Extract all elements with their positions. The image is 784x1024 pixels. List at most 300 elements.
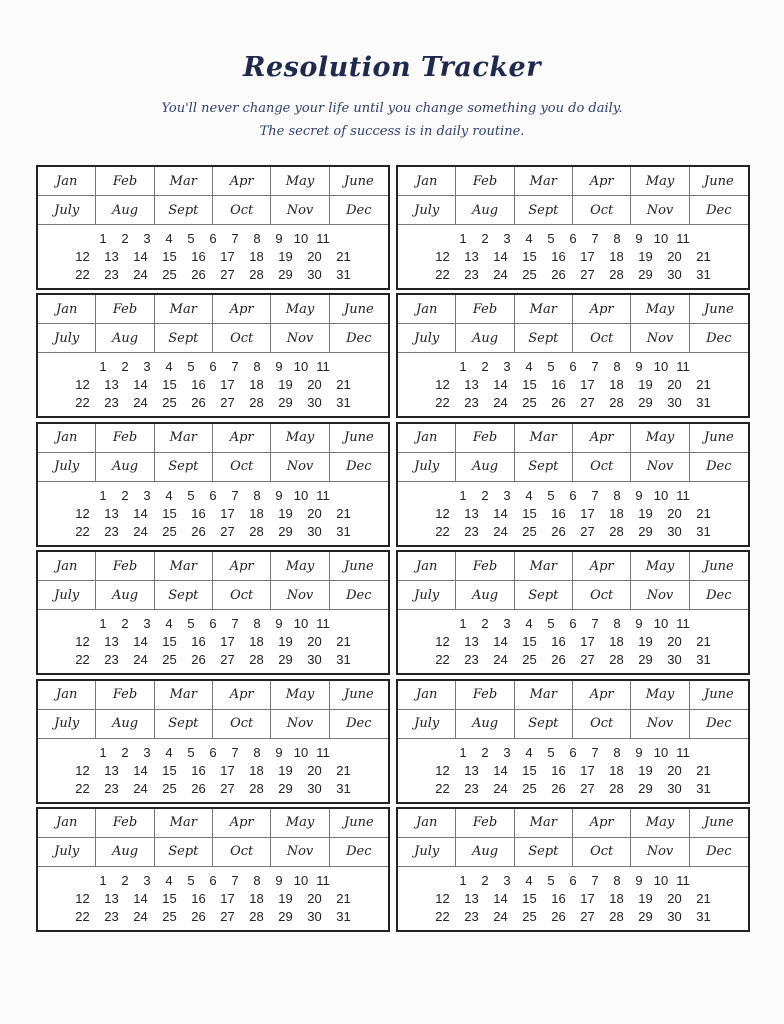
day-number[interactable]: 13: [464, 762, 479, 778]
day-number[interactable]: 29: [278, 780, 293, 796]
day-number[interactable]: 4: [525, 872, 533, 888]
month-cell[interactable]: Aug: [456, 196, 514, 224]
month-cell[interactable]: Oct: [213, 838, 271, 866]
day-number[interactable]: 15: [522, 505, 537, 521]
month-cell[interactable]: Oct: [213, 710, 271, 738]
day-number[interactable]: 14: [133, 377, 148, 393]
day-number[interactable]: 27: [580, 908, 595, 924]
month-cell[interactable]: Nov: [631, 453, 689, 481]
month-cell[interactable]: Sept: [155, 196, 213, 224]
month-cell[interactable]: Mar: [155, 424, 213, 452]
day-number[interactable]: 20: [667, 505, 682, 521]
month-cell[interactable]: June: [703, 558, 734, 574]
day-number[interactable]: 10: [653, 616, 669, 632]
day-number[interactable]: 24: [133, 908, 148, 924]
month-cell[interactable]: Nov: [271, 196, 329, 224]
month-cell[interactable]: Jan: [398, 809, 456, 837]
day-number[interactable]: 30: [307, 523, 322, 539]
day-number[interactable]: 14: [133, 505, 148, 521]
day-number[interactable]: 30: [307, 652, 322, 668]
day-number[interactable]: 8: [613, 616, 621, 632]
day-number[interactable]: 16: [191, 505, 206, 521]
day-number[interactable]: 25: [522, 780, 537, 796]
day-number[interactable]: 9: [635, 359, 643, 375]
day-number[interactable]: 8: [253, 359, 261, 375]
day-number[interactable]: 10: [293, 359, 309, 375]
day-number[interactable]: 16: [551, 249, 566, 264]
day-number[interactable]: 27: [580, 652, 595, 668]
day-number[interactable]: 7: [591, 616, 599, 632]
day-number[interactable]: 2: [481, 487, 489, 503]
day-number[interactable]: 24: [493, 780, 508, 796]
month-cell[interactable]: Jan: [398, 681, 456, 709]
day-number[interactable]: 25: [162, 395, 177, 411]
month-cell[interactable]: Dec: [346, 844, 372, 860]
day-number[interactable]: 5: [187, 744, 195, 760]
day-number[interactable]: 14: [493, 377, 508, 393]
day-number[interactable]: 3: [503, 359, 511, 375]
day-number[interactable]: 5: [547, 487, 555, 503]
day-number[interactable]: 21: [336, 249, 351, 264]
month-cell[interactable]: May: [631, 552, 689, 580]
day-number[interactable]: 12: [75, 377, 90, 393]
day-number[interactable]: 26: [191, 523, 206, 539]
day-number[interactable]: 27: [580, 395, 595, 411]
day-number[interactable]: 21: [336, 634, 351, 650]
month-cell[interactable]: Jan: [38, 681, 96, 709]
month-cell[interactable]: Dec: [706, 330, 732, 346]
day-number[interactable]: 8: [613, 487, 621, 503]
month-cell[interactable]: Jan: [398, 167, 456, 195]
month-cell[interactable]: Feb: [96, 167, 154, 195]
day-number[interactable]: 14: [133, 762, 148, 778]
day-number[interactable]: 6: [569, 359, 577, 375]
day-number[interactable]: 11: [316, 616, 330, 632]
day-number[interactable]: 27: [220, 267, 235, 282]
day-number[interactable]: 10: [653, 872, 669, 888]
month-cell[interactable]: Feb: [456, 552, 514, 580]
month-cell[interactable]: Apr: [573, 809, 631, 837]
month-cell[interactable]: Feb: [96, 809, 154, 837]
month-cell[interactable]: Nov: [631, 710, 689, 738]
month-cell[interactable]: Nov: [271, 710, 329, 738]
day-number[interactable]: 12: [75, 634, 90, 650]
day-number[interactable]: 1: [99, 231, 107, 246]
month-cell[interactable]: Dec: [706, 844, 732, 860]
day-number[interactable]: 2: [481, 616, 489, 632]
month-cell[interactable]: Mar: [515, 295, 573, 323]
month-cell[interactable]: Apr: [213, 552, 271, 580]
day-number[interactable]: 9: [635, 231, 643, 246]
day-number[interactable]: 23: [104, 780, 119, 796]
day-number[interactable]: 10: [293, 616, 309, 632]
month-cell[interactable]: Dec: [706, 716, 732, 732]
month-cell[interactable]: Mar: [155, 809, 213, 837]
day-number[interactable]: 17: [220, 505, 235, 521]
day-number[interactable]: 17: [580, 377, 595, 393]
day-number[interactable]: 22: [435, 267, 450, 282]
month-cell[interactable]: Oct: [213, 196, 271, 224]
day-number[interactable]: 22: [75, 523, 90, 539]
month-cell[interactable]: Dec: [346, 202, 372, 218]
day-number[interactable]: 17: [220, 762, 235, 778]
day-number[interactable]: 16: [551, 634, 566, 650]
day-number[interactable]: 16: [191, 377, 206, 393]
day-number[interactable]: 10: [293, 744, 309, 760]
day-number[interactable]: 5: [547, 359, 555, 375]
day-number[interactable]: 28: [609, 395, 624, 411]
day-number[interactable]: 12: [435, 377, 450, 393]
day-number[interactable]: 1: [459, 487, 467, 503]
day-number[interactable]: 31: [696, 267, 711, 282]
day-number[interactable]: 22: [75, 908, 90, 924]
day-number[interactable]: 17: [580, 505, 595, 521]
day-number[interactable]: 21: [336, 505, 351, 521]
month-cell[interactable]: Feb: [456, 681, 514, 709]
day-number[interactable]: 8: [253, 872, 261, 888]
day-number[interactable]: 30: [307, 267, 322, 282]
month-cell[interactable]: July: [38, 453, 96, 481]
month-cell[interactable]: May: [271, 552, 329, 580]
day-number[interactable]: 17: [220, 249, 235, 264]
month-cell[interactable]: Nov: [631, 581, 689, 609]
day-number[interactable]: 5: [187, 616, 195, 632]
day-number[interactable]: 2: [121, 487, 129, 503]
day-number[interactable]: 13: [104, 890, 119, 906]
month-cell[interactable]: Nov: [271, 581, 329, 609]
day-number[interactable]: 20: [667, 890, 682, 906]
month-cell[interactable]: Aug: [456, 581, 514, 609]
day-number[interactable]: 25: [522, 395, 537, 411]
day-number[interactable]: 19: [278, 762, 293, 778]
day-number[interactable]: 31: [336, 780, 351, 796]
day-number[interactable]: 2: [481, 359, 489, 375]
day-number[interactable]: 20: [667, 762, 682, 778]
month-cell[interactable]: Sept: [515, 710, 573, 738]
day-number[interactable]: 31: [696, 780, 711, 796]
day-number[interactable]: 26: [191, 652, 206, 668]
month-cell[interactable]: July: [38, 710, 96, 738]
month-cell[interactable]: Feb: [456, 295, 514, 323]
day-number[interactable]: 5: [547, 616, 555, 632]
month-cell[interactable]: July: [38, 581, 96, 609]
month-cell[interactable]: Oct: [573, 838, 631, 866]
month-cell[interactable]: May: [631, 424, 689, 452]
day-number[interactable]: 28: [249, 523, 264, 539]
day-number[interactable]: 3: [143, 616, 151, 632]
month-cell[interactable]: May: [631, 167, 689, 195]
day-number[interactable]: 10: [293, 872, 309, 888]
day-number[interactable]: 7: [231, 616, 239, 632]
day-number[interactable]: 15: [522, 634, 537, 650]
day-number[interactable]: 4: [525, 487, 533, 503]
day-number[interactable]: 12: [435, 762, 450, 778]
day-number[interactable]: 18: [609, 634, 624, 650]
day-number[interactable]: 23: [104, 267, 119, 282]
day-number[interactable]: 22: [435, 523, 450, 539]
month-cell[interactable]: Oct: [213, 453, 271, 481]
day-number[interactable]: 20: [307, 377, 322, 393]
month-cell[interactable]: Aug: [456, 710, 514, 738]
day-number[interactable]: 31: [696, 908, 711, 924]
day-number[interactable]: 2: [481, 231, 489, 246]
month-cell[interactable]: Dec: [346, 587, 372, 603]
day-number[interactable]: 2: [121, 359, 129, 375]
day-number[interactable]: 7: [231, 359, 239, 375]
day-number[interactable]: 19: [278, 377, 293, 393]
day-number[interactable]: 6: [209, 872, 217, 888]
day-number[interactable]: 5: [187, 872, 195, 888]
day-number[interactable]: 12: [435, 890, 450, 906]
month-cell[interactable]: July: [398, 453, 456, 481]
day-number[interactable]: 29: [278, 395, 293, 411]
day-number[interactable]: 22: [75, 780, 90, 796]
day-number[interactable]: 13: [104, 249, 119, 264]
day-number[interactable]: 3: [503, 872, 511, 888]
day-number[interactable]: 13: [104, 505, 119, 521]
day-number[interactable]: 21: [336, 377, 351, 393]
day-number[interactable]: 14: [133, 249, 148, 264]
day-number[interactable]: 24: [493, 395, 508, 411]
day-number[interactable]: 17: [220, 890, 235, 906]
day-number[interactable]: 14: [493, 762, 508, 778]
day-number[interactable]: 27: [580, 267, 595, 282]
day-number[interactable]: 9: [635, 487, 643, 503]
day-number[interactable]: 17: [580, 634, 595, 650]
day-number[interactable]: 10: [293, 231, 309, 246]
day-number[interactable]: 8: [613, 231, 621, 246]
month-cell[interactable]: Feb: [96, 552, 154, 580]
day-number[interactable]: 11: [316, 872, 330, 888]
month-cell[interactable]: May: [271, 167, 329, 195]
month-cell[interactable]: Sept: [155, 581, 213, 609]
day-number[interactable]: 1: [459, 872, 467, 888]
day-number[interactable]: 6: [209, 359, 217, 375]
day-number[interactable]: 19: [638, 377, 653, 393]
day-number[interactable]: 28: [609, 652, 624, 668]
day-number[interactable]: 30: [667, 267, 682, 282]
day-number[interactable]: 24: [493, 267, 508, 282]
day-number[interactable]: 7: [231, 231, 239, 246]
day-number[interactable]: 23: [464, 395, 479, 411]
day-number[interactable]: 11: [676, 744, 690, 760]
month-cell[interactable]: Feb: [96, 681, 154, 709]
day-number[interactable]: 25: [522, 908, 537, 924]
day-number[interactable]: 2: [121, 231, 129, 246]
day-number[interactable]: 5: [187, 231, 195, 246]
day-number[interactable]: 9: [275, 616, 283, 632]
day-number[interactable]: 19: [278, 890, 293, 906]
day-number[interactable]: 11: [316, 744, 330, 760]
day-number[interactable]: 24: [493, 652, 508, 668]
month-cell[interactable]: June: [343, 687, 374, 703]
day-number[interactable]: 12: [435, 505, 450, 521]
day-number[interactable]: 10: [653, 744, 669, 760]
month-cell[interactable]: June: [703, 301, 734, 317]
day-number[interactable]: 15: [522, 249, 537, 264]
day-number[interactable]: 12: [75, 249, 90, 264]
day-number[interactable]: 24: [133, 780, 148, 796]
month-cell[interactable]: Sept: [155, 453, 213, 481]
day-number[interactable]: 12: [75, 505, 90, 521]
day-number[interactable]: 28: [249, 652, 264, 668]
day-number[interactable]: 15: [522, 377, 537, 393]
day-number[interactable]: 7: [591, 359, 599, 375]
day-number[interactable]: 13: [104, 762, 119, 778]
month-cell[interactable]: Aug: [96, 196, 154, 224]
day-number[interactable]: 5: [547, 231, 555, 246]
month-cell[interactable]: Mar: [515, 167, 573, 195]
day-number[interactable]: 21: [696, 634, 711, 650]
month-cell[interactable]: May: [631, 809, 689, 837]
day-number[interactable]: 9: [275, 744, 283, 760]
day-number[interactable]: 24: [493, 523, 508, 539]
day-number[interactable]: 4: [165, 616, 173, 632]
day-number[interactable]: 22: [75, 652, 90, 668]
day-number[interactable]: 21: [696, 890, 711, 906]
month-cell[interactable]: May: [271, 295, 329, 323]
month-cell[interactable]: Nov: [631, 838, 689, 866]
day-number[interactable]: 18: [609, 249, 624, 264]
day-number[interactable]: 27: [220, 780, 235, 796]
day-number[interactable]: 10: [293, 487, 309, 503]
day-number[interactable]: 9: [275, 231, 283, 246]
day-number[interactable]: 16: [551, 377, 566, 393]
month-cell[interactable]: June: [703, 687, 734, 703]
month-cell[interactable]: May: [271, 424, 329, 452]
day-number[interactable]: 21: [696, 762, 711, 778]
month-cell[interactable]: Apr: [573, 167, 631, 195]
month-cell[interactable]: Oct: [573, 453, 631, 481]
day-number[interactable]: 23: [464, 780, 479, 796]
day-number[interactable]: 20: [307, 634, 322, 650]
month-cell[interactable]: July: [398, 838, 456, 866]
day-number[interactable]: 9: [275, 872, 283, 888]
day-number[interactable]: 22: [75, 395, 90, 411]
day-number[interactable]: 21: [696, 505, 711, 521]
month-cell[interactable]: Apr: [213, 681, 271, 709]
month-cell[interactable]: Nov: [271, 838, 329, 866]
day-number[interactable]: 16: [191, 762, 206, 778]
day-number[interactable]: 9: [635, 616, 643, 632]
day-number[interactable]: 17: [220, 377, 235, 393]
day-number[interactable]: 7: [231, 487, 239, 503]
day-number[interactable]: 6: [209, 231, 217, 246]
month-cell[interactable]: Mar: [515, 681, 573, 709]
day-number[interactable]: 14: [493, 249, 508, 264]
month-cell[interactable]: Apr: [573, 295, 631, 323]
day-number[interactable]: 4: [525, 744, 533, 760]
day-number[interactable]: 30: [667, 395, 682, 411]
month-cell[interactable]: June: [343, 815, 374, 831]
month-cell[interactable]: Oct: [573, 581, 631, 609]
day-number[interactable]: 8: [253, 744, 261, 760]
day-number[interactable]: 26: [191, 395, 206, 411]
month-cell[interactable]: Apr: [573, 552, 631, 580]
day-number[interactable]: 18: [249, 505, 264, 521]
day-number[interactable]: 22: [435, 780, 450, 796]
day-number[interactable]: 20: [307, 890, 322, 906]
day-number[interactable]: 8: [253, 487, 261, 503]
month-cell[interactable]: June: [343, 430, 374, 446]
day-number[interactable]: 21: [336, 762, 351, 778]
day-number[interactable]: 24: [133, 267, 148, 282]
day-number[interactable]: 13: [464, 249, 479, 264]
day-number[interactable]: 4: [525, 616, 533, 632]
day-number[interactable]: 23: [464, 523, 479, 539]
day-number[interactable]: 9: [635, 872, 643, 888]
day-number[interactable]: 7: [231, 872, 239, 888]
day-number[interactable]: 14: [493, 505, 508, 521]
day-number[interactable]: 6: [209, 744, 217, 760]
month-cell[interactable]: Nov: [271, 324, 329, 352]
day-number[interactable]: 8: [613, 744, 621, 760]
day-number[interactable]: 30: [667, 652, 682, 668]
day-number[interactable]: 7: [231, 744, 239, 760]
day-number[interactable]: 15: [522, 762, 537, 778]
day-number[interactable]: 6: [569, 616, 577, 632]
day-number[interactable]: 30: [307, 395, 322, 411]
month-cell[interactable]: Sept: [155, 710, 213, 738]
day-number[interactable]: 25: [162, 523, 177, 539]
day-number[interactable]: 5: [187, 487, 195, 503]
day-number[interactable]: 1: [99, 359, 107, 375]
day-number[interactable]: 27: [220, 908, 235, 924]
day-number[interactable]: 14: [133, 634, 148, 650]
day-number[interactable]: 15: [162, 762, 177, 778]
month-cell[interactable]: Mar: [515, 552, 573, 580]
month-cell[interactable]: Aug: [456, 838, 514, 866]
day-number[interactable]: 6: [209, 487, 217, 503]
day-number[interactable]: 6: [569, 872, 577, 888]
day-number[interactable]: 7: [591, 487, 599, 503]
day-number[interactable]: 13: [104, 377, 119, 393]
month-cell[interactable]: Dec: [706, 202, 732, 218]
month-cell[interactable]: June: [703, 173, 734, 189]
day-number[interactable]: 31: [696, 523, 711, 539]
day-number[interactable]: 16: [551, 505, 566, 521]
day-number[interactable]: 11: [676, 231, 690, 246]
day-number[interactable]: 26: [551, 908, 566, 924]
day-number[interactable]: 3: [143, 231, 151, 246]
day-number[interactable]: 4: [165, 487, 173, 503]
month-cell[interactable]: Oct: [573, 710, 631, 738]
month-cell[interactable]: June: [343, 173, 374, 189]
day-number[interactable]: 30: [667, 908, 682, 924]
month-cell[interactable]: Apr: [213, 424, 271, 452]
day-number[interactable]: 26: [551, 395, 566, 411]
day-number[interactable]: 17: [580, 762, 595, 778]
day-number[interactable]: 21: [336, 890, 351, 906]
day-number[interactable]: 26: [191, 908, 206, 924]
month-cell[interactable]: May: [631, 295, 689, 323]
day-number[interactable]: 15: [162, 890, 177, 906]
day-number[interactable]: 25: [162, 908, 177, 924]
day-number[interactable]: 30: [667, 780, 682, 796]
day-number[interactable]: 28: [609, 267, 624, 282]
day-number[interactable]: 10: [653, 359, 669, 375]
day-number[interactable]: 29: [638, 780, 653, 796]
day-number[interactable]: 13: [104, 634, 119, 650]
month-cell[interactable]: Feb: [96, 295, 154, 323]
day-number[interactable]: 10: [653, 231, 669, 246]
month-cell[interactable]: Nov: [271, 453, 329, 481]
day-number[interactable]: 6: [569, 231, 577, 246]
day-number[interactable]: 26: [551, 267, 566, 282]
day-number[interactable]: 11: [676, 487, 690, 503]
day-number[interactable]: 25: [522, 267, 537, 282]
month-cell[interactable]: Jan: [38, 809, 96, 837]
